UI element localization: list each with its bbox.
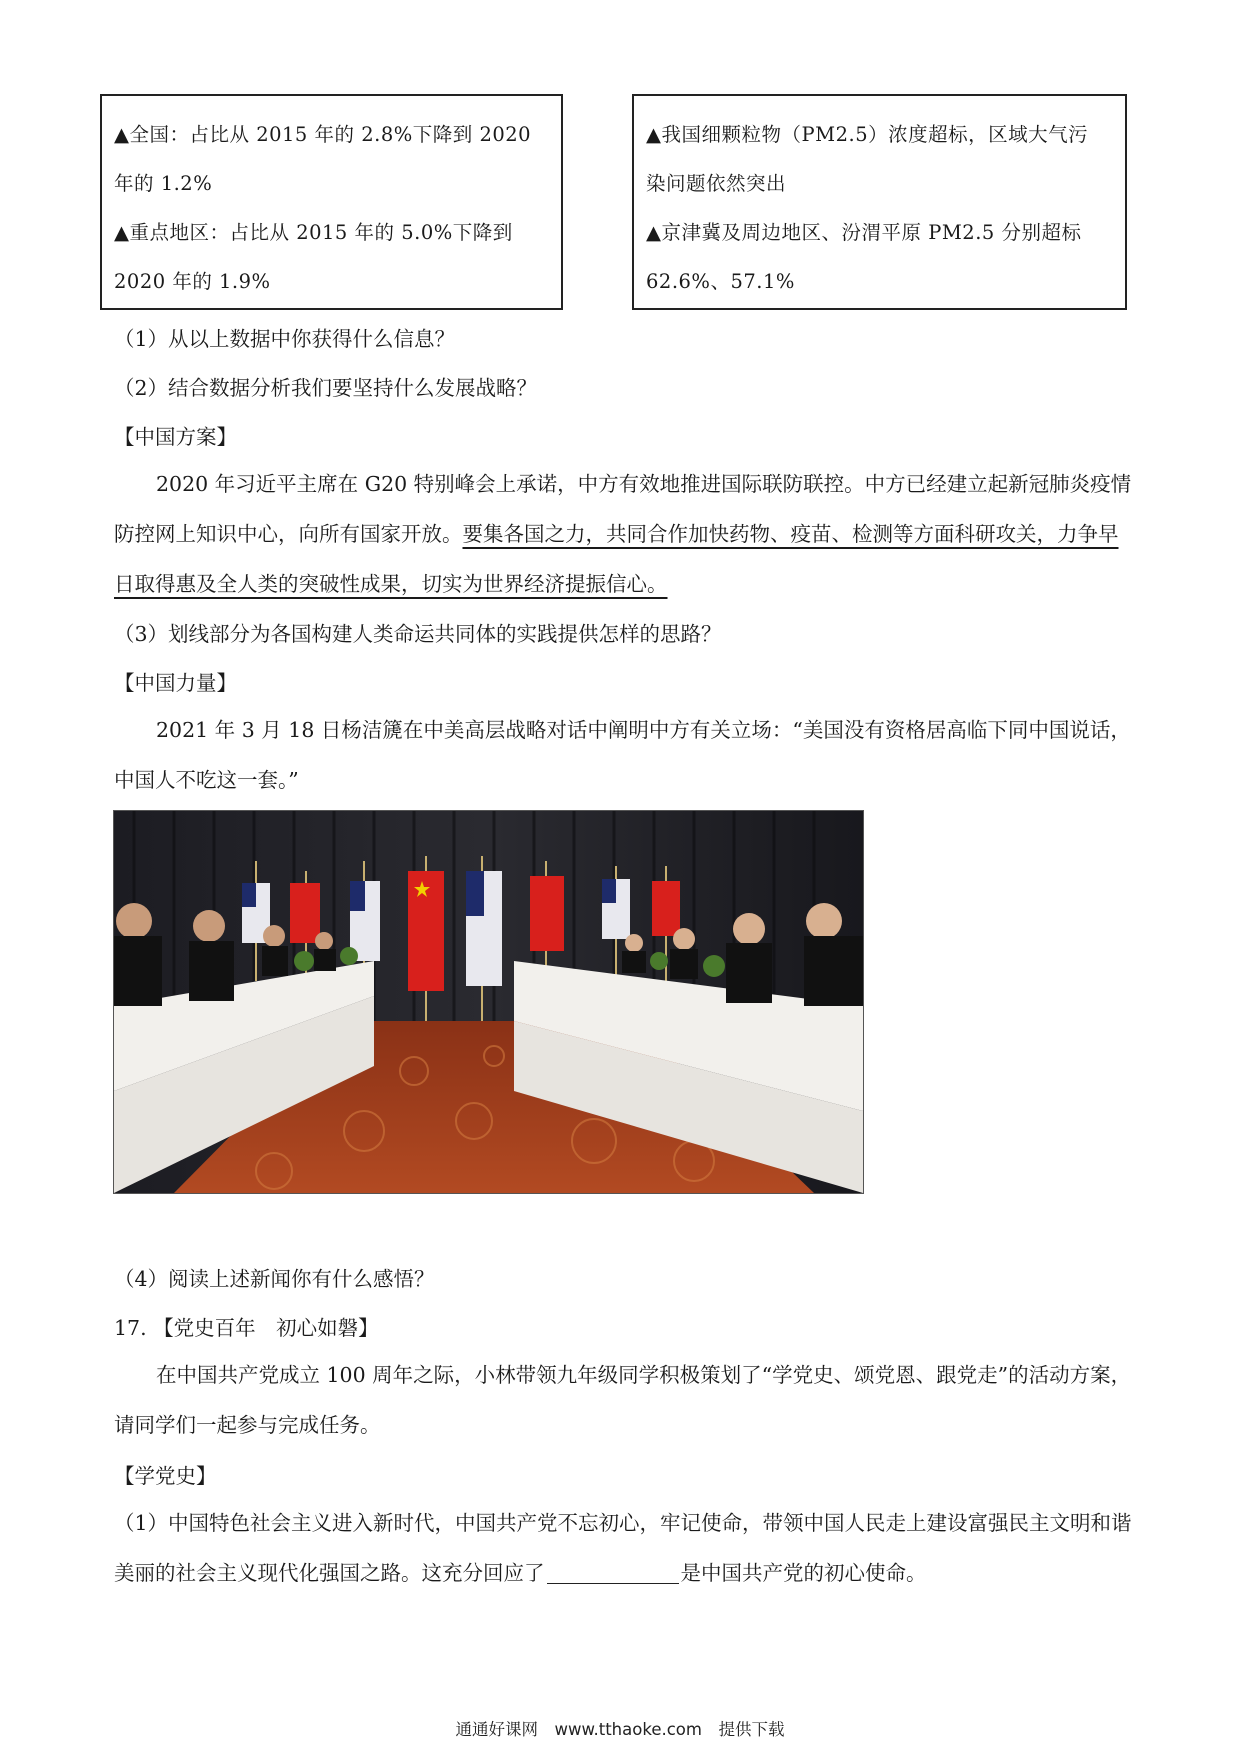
- pm25-data-box-left: [100, 94, 563, 310]
- answer-blank[interactable]: [547, 1563, 679, 1585]
- question-17-1: [114, 1498, 1132, 1598]
- box-left-line: 2020 年的 1.9%: [114, 270, 271, 293]
- dialogue-meeting-photo: [113, 810, 864, 1194]
- box-left-line: 年的 1.2%: [114, 172, 213, 195]
- question-3: （3）划线部分为各国构建人类命运共同体的实践提供怎样的思路？: [114, 622, 722, 646]
- meeting-illustration: [114, 811, 863, 1193]
- box-left-line: ▲全国：占比从 2015 年的 2.8%下降到 2020: [114, 123, 532, 146]
- item-17-title: 17. 【党史百年 初心如磐】: [114, 1316, 379, 1340]
- box-right-line: ▲我国细颗粒物（PM2.5）浓度超标，区域大气污: [646, 123, 1089, 146]
- question-4: （4）阅读上述新闻你有什么感悟？: [114, 1267, 435, 1291]
- question-2: （2）结合数据分析我们要坚持什么发展战略？: [114, 376, 538, 400]
- box-left-line: ▲重点地区：占比从 2015 年的 5.0%下降到: [114, 221, 513, 244]
- question-17-1-end: 是中国共产党的初心使命。: [680, 1561, 927, 1585]
- power-paragraph: 2021 年 3 月 18 日杨洁篪在中美高层战略对话中阐明中方有关立场：“美国没有资格居高临下同中国说话，中国人不吃这一套。”: [114, 718, 1131, 792]
- page-footer: 通通好课网 www.tthaoke.com 提供下载: [455, 1720, 785, 1739]
- section-heading-plan: 【中国方案】: [114, 425, 237, 449]
- question-1: （1）从以上数据中你获得什么信息？: [114, 327, 456, 351]
- box-right-line: ▲京津冀及周边地区、汾渭平原 PM2.5 分别超标: [646, 221, 1082, 244]
- section-heading-power: 【中国力量】: [114, 671, 237, 695]
- pm25-data-box-right: [632, 94, 1127, 310]
- plan-paragraph: [114, 459, 1132, 609]
- plan-text: 2020 年习近平主席在 G20 特别峰会上承诺，中方有效地推进国际联防联控。中方已经建立起新冠肺炎疫情防控网上知识中心，向所有国家开放。: [114, 472, 1132, 546]
- box-right-line: 62.6%、57.1%: [646, 270, 795, 293]
- section-heading-history: 【学党史】: [114, 1464, 217, 1488]
- plan-underlined-text: 要集各国之力，共同合作加快药物、疫苗、检测等方面科研攻关，力争早日取得惠及全人类的突破性成果，切实为世界经济提振信心。: [114, 522, 1119, 596]
- question-17-1-text: （1）中国特色社会主义进入新时代，中国共产党不忘初心，牢记使命，带领中国人民走上建设富强民主文明和谐美丽的社会主义现代化强国之路。这充分回应了: [114, 1511, 1132, 1585]
- item-17-paragraph: 在中国共产党成立 100 周年之际，小林带领九年级同学积极策划了“学党史、颂党恩、跟党走”的活动方案，请同学们一起参与完成任务。: [114, 1363, 1132, 1437]
- box-right-line: 染问题依然突出: [646, 172, 787, 195]
